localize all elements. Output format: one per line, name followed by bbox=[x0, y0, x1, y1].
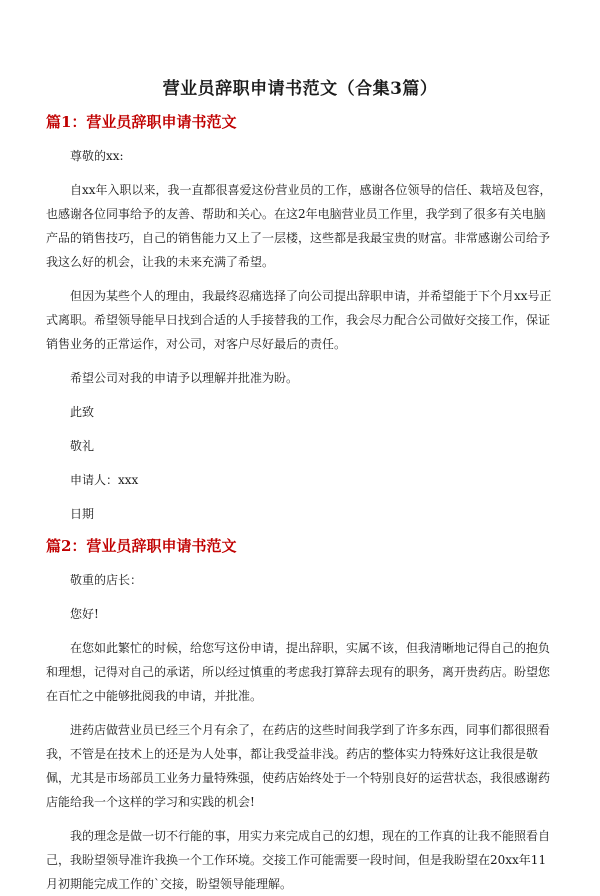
spacer bbox=[46, 592, 554, 602]
section-2-paragraph-2: 进药店做营业员已经三个月有余了，在药店的这些时间我学到了许多东西，同事们都很照看我，不管是在技术上的还是为人处事，都让我受益非浅。药店的整体实力特殊好这让我很是敬佩，尤其是市场部员工业务力量特殊强，使药店始终处于一个特别良好的运营状态，我很感谢药店能给我一个这样的学习和实践的机会! bbox=[46, 723, 551, 809]
section-1-paragraph-3: 希望公司对我的申请予以理解并批准为盼。 bbox=[70, 371, 299, 385]
section-1-closing-1: 此致 bbox=[70, 405, 95, 419]
section-1-applicant: 申请人：xxx bbox=[70, 473, 139, 487]
spacer bbox=[46, 492, 554, 502]
section-1-paragraph-1: 自xx年入职以来，我一直都很喜爱这份营业员的工作，感谢各位领导的信任、栽培及包容，也感谢各位同事给予的友善、帮助和关心。在这2年电脑营业员工作里，我学到了很多有关电脑产品的销售技巧，自己的销售能力又上了一层楼，这些都是我最宝贵的财富。非常感谢公司给予我这么好的机会，让我的未来充满了希望。 bbox=[46, 183, 552, 269]
section-2-greeting: 您好! bbox=[70, 607, 99, 621]
section-2-paragraph-3: 我的理念是做一切不行能的事，用实力来完成自己的幻想，现在的工作真的让我不能照看自己，我盼望领导准许我换一个工作环境。交接工作可能需要一段时间，但是我盼望在20xx年11月初期能完成工作的`交接，盼望领导能理解。 bbox=[46, 829, 551, 891]
section-1-closing-2: 敬礼 bbox=[70, 439, 95, 453]
document-title: 营业员辞职申请书范文（合集3篇） bbox=[162, 79, 438, 99]
spacer bbox=[46, 458, 554, 468]
section-2 bbox=[46, 536, 554, 896]
section-2-heading-text: 篇2：营业员辞职申请书范文 bbox=[46, 537, 237, 555]
section-1-date: 日期 bbox=[70, 507, 95, 521]
section-1-heading bbox=[46, 112, 554, 132]
spacer bbox=[46, 168, 554, 178]
section-2-salutation: 敬重的店长： bbox=[70, 573, 143, 587]
section-1-heading-text: 篇1：营业员辞职申请书范文 bbox=[46, 113, 237, 131]
section-2-heading bbox=[46, 536, 554, 556]
spacer bbox=[46, 626, 554, 636]
spacer bbox=[46, 424, 554, 434]
section-1 bbox=[46, 112, 554, 536]
section-2-paragraph-1: 在您如此繁忙的时候，给您写这份申请，提出辞职，实属不该，但我清晰地记得自己的抱负和理想，记得对自己的承诺，所以经过慎重的考虑我打算辞去现有的职务，离开贵药店。盼望您在百忙之中能够批阅我的申请，并批准。 bbox=[46, 641, 551, 703]
spacer bbox=[46, 526, 554, 536]
section-1-salutation: 尊敬的xx: bbox=[70, 149, 124, 163]
section-1-paragraph-2: 但因为某些个人的理由，我最终忍痛选择了向公司提出辞职申请，并希望能于下个月xx号正式离职。希望领导能早日找到合适的人手接替我的工作，我会尽力配合公司做好交接工作，保证销售业务的正常运作，对公司，对客户尽好最后的责任。 bbox=[46, 289, 552, 351]
